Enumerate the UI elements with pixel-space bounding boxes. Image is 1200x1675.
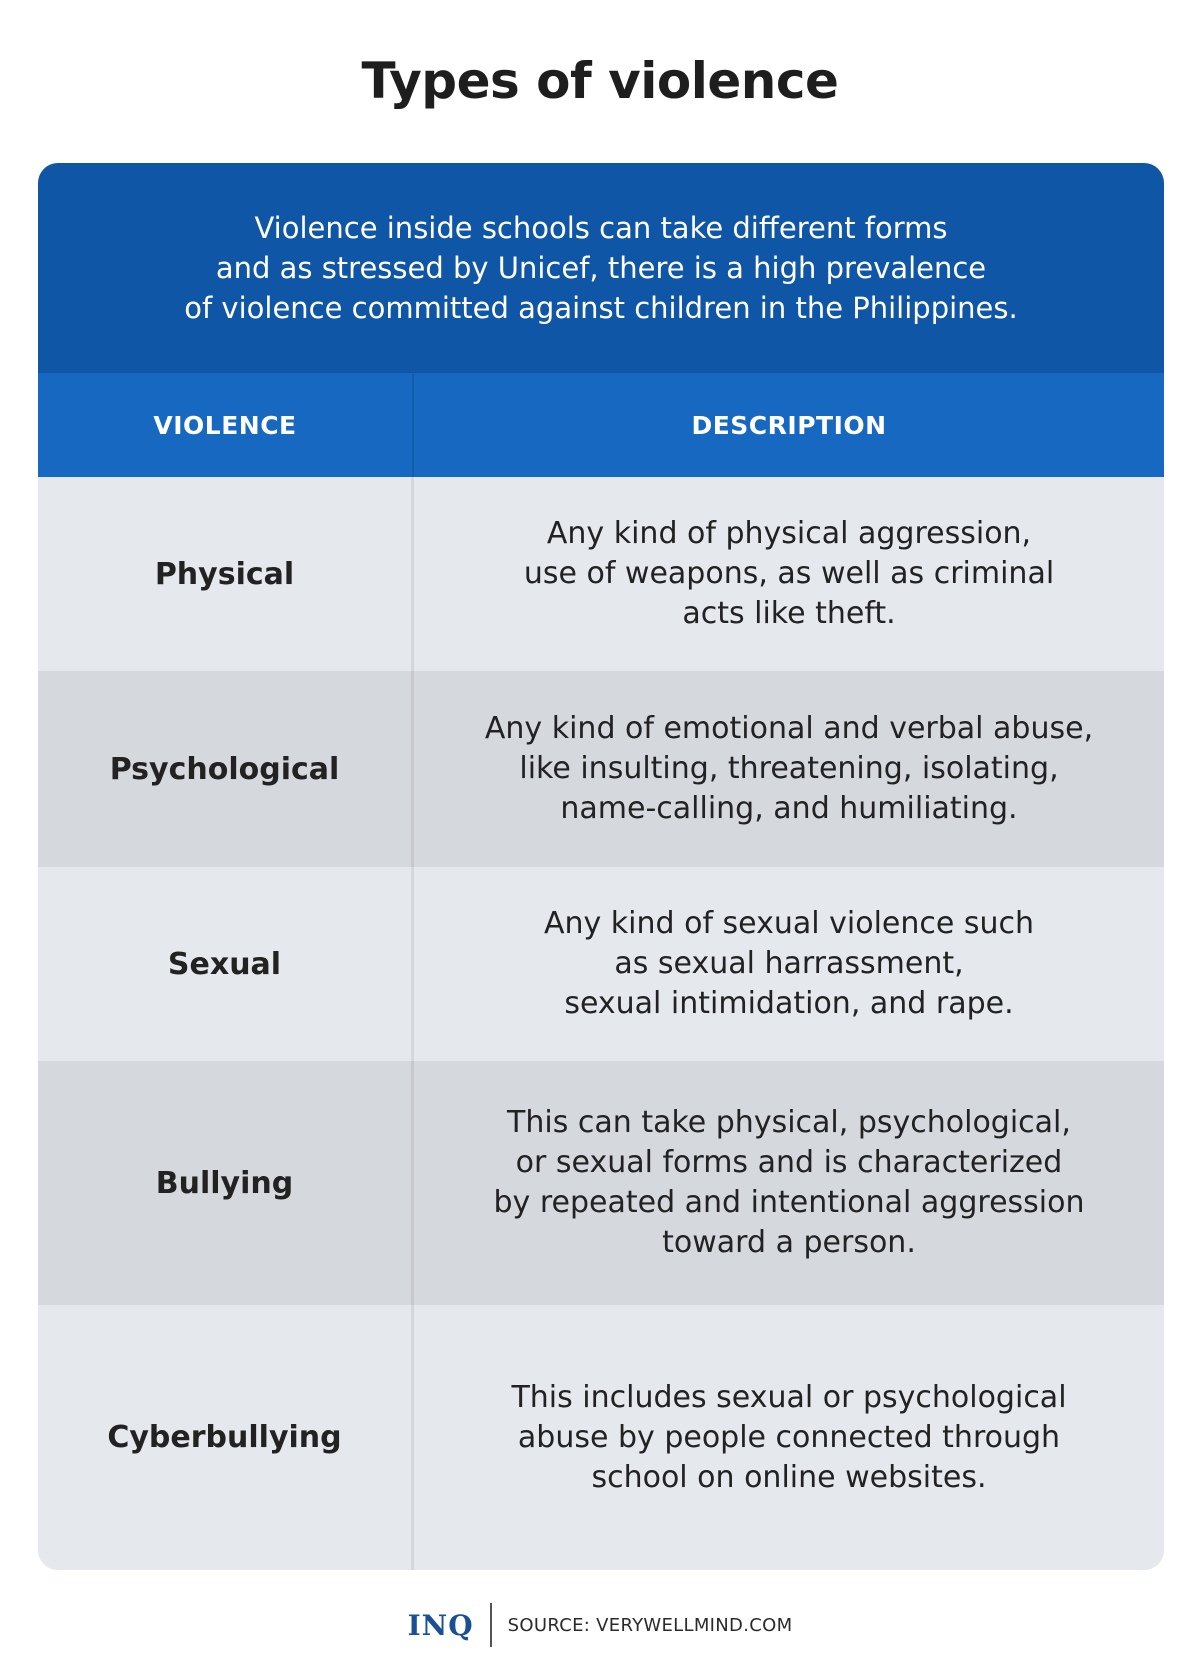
table-row — [38, 671, 1164, 867]
source-credit: SOURCE: VERYWELLMIND.COM — [507, 1614, 793, 1636]
intro-line: of violence committed against children in the Philippines. — [184, 291, 1018, 325]
violence-type: Psychological — [38, 671, 414, 867]
description-line: or sexual forms and is characterized — [515, 1145, 1063, 1180]
table-row — [38, 477, 1164, 671]
violence-table-card — [38, 163, 1164, 1570]
table-row — [38, 1305, 1164, 1570]
description-line: acts like theft. — [682, 596, 896, 631]
header-violence: VIOLENCE — [38, 373, 414, 477]
table-row — [38, 1061, 1164, 1305]
intro-banner — [38, 163, 1164, 373]
intro-line: Violence inside schools can take different forms — [254, 211, 948, 245]
header-description: DESCRIPTION — [691, 410, 887, 440]
intro-line: and as stressed by Unicef, there is a high prevalence — [215, 251, 987, 285]
description-line: school on online websites. — [591, 1459, 987, 1495]
description-line: sexual intimidation, and rape. — [564, 986, 1014, 1021]
footer — [0, 1603, 1200, 1647]
description-line: like insulting, threatening, isolating, — [519, 751, 1059, 786]
description-line: Any kind of physical aggression, — [546, 516, 1032, 551]
violence-type: Sexual — [38, 867, 414, 1061]
violence-type: Cyberbullying — [38, 1305, 414, 1570]
description-line: This can take physical, psychological, — [507, 1105, 1071, 1140]
inq-logo: INQ — [407, 1608, 474, 1642]
description-line: abuse by people connected through — [517, 1419, 1061, 1455]
violence-description — [414, 671, 1164, 867]
table-row — [38, 867, 1164, 1061]
description-line: Any kind of sexual violence such — [543, 906, 1035, 941]
description-line: by repeated and intentional aggression — [493, 1185, 1085, 1220]
description-line: name-calling, and humiliating. — [560, 791, 1018, 826]
violence-description — [414, 1305, 1164, 1570]
violence-description — [414, 1061, 1164, 1305]
violence-type: Bullying — [38, 1061, 414, 1305]
violence-description — [414, 867, 1164, 1061]
description-line: use of weapons, as well as criminal — [523, 556, 1055, 591]
description-line: toward a person. — [662, 1225, 916, 1260]
description-line: as sexual harrassment, — [614, 946, 964, 981]
intro-text — [184, 208, 1017, 328]
table-header — [38, 373, 1164, 477]
violence-type: Physical — [38, 477, 414, 671]
violence-description — [414, 477, 1164, 671]
description-line: Any kind of emotional and verbal abuse, — [484, 711, 1094, 746]
description-line: This includes sexual or psychological — [511, 1379, 1067, 1415]
page-title: Types of violence — [361, 52, 839, 110]
